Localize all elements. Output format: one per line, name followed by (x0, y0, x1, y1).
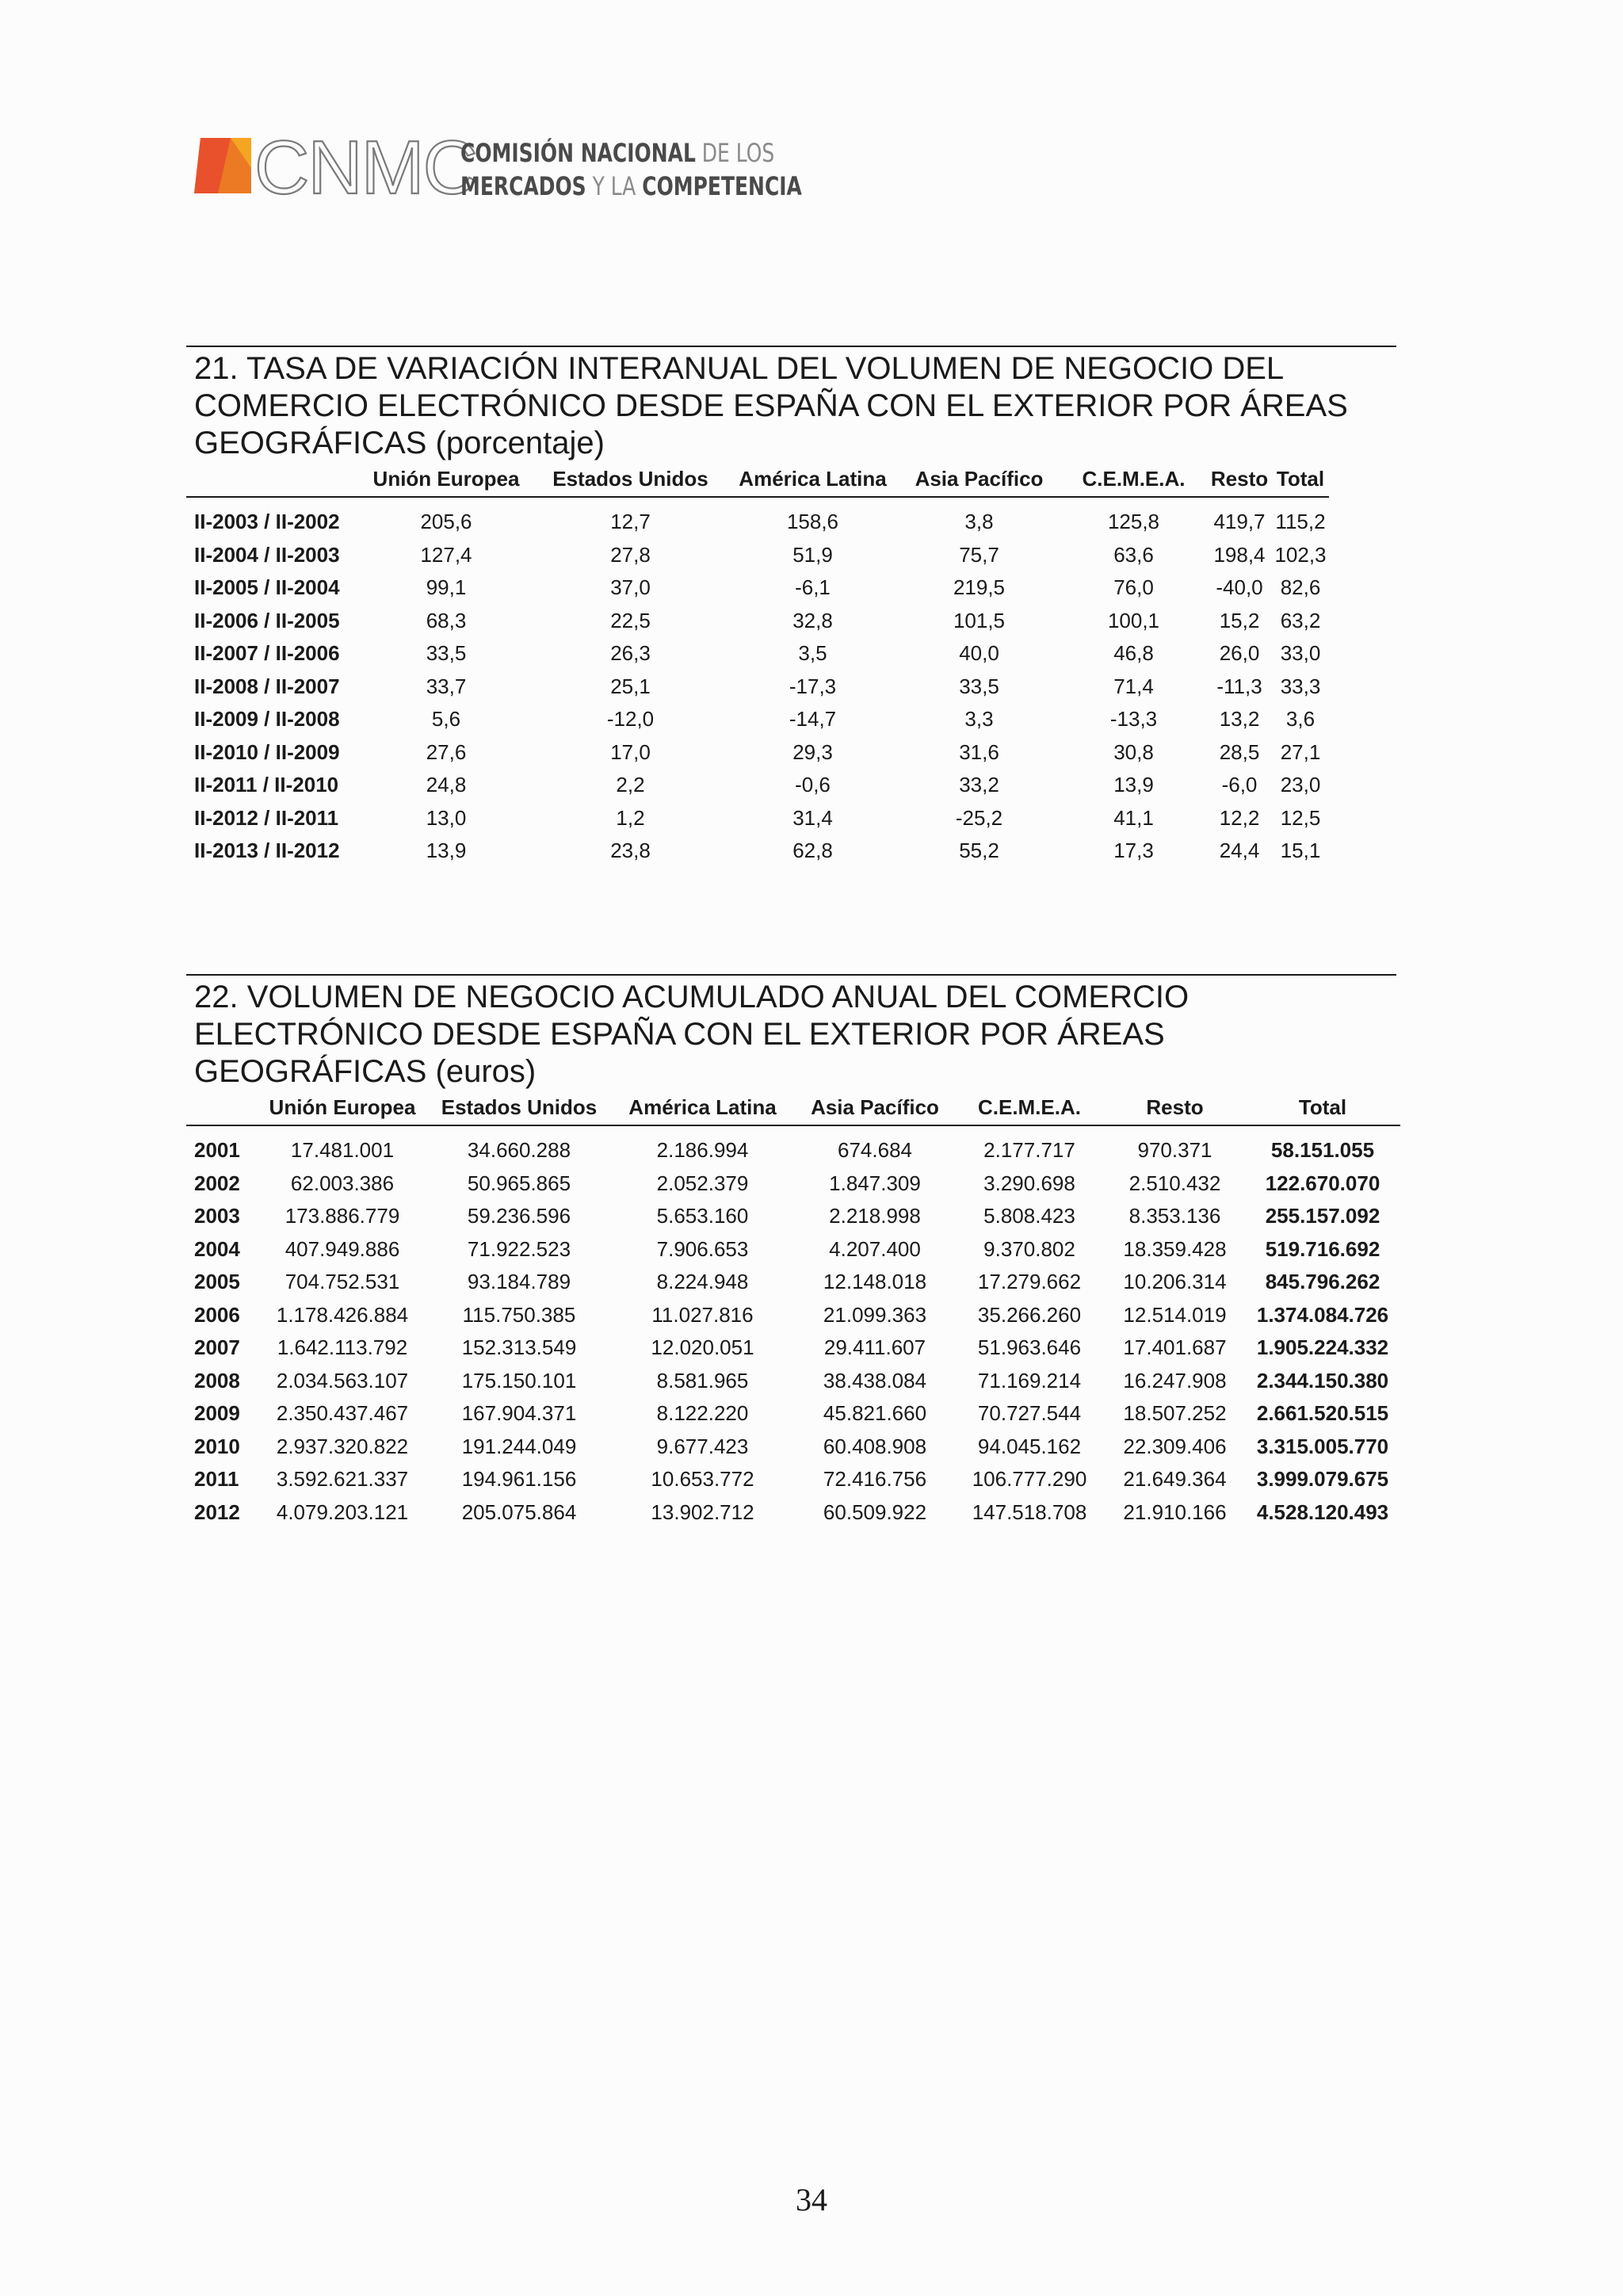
header-cell-empty (186, 1090, 256, 1125)
table-21-title (186, 347, 1396, 462)
table-cell: 5,6 (431, 707, 461, 732)
table-cell: 101,5 (953, 608, 1006, 632)
row-label: 2004 (194, 1236, 240, 1261)
table-cell: 17,0 (610, 739, 651, 764)
column-header: Total (1276, 466, 1325, 491)
table-cell: 2.052.379 (656, 1171, 749, 1195)
row-label: 2006 (194, 1302, 240, 1327)
table-header-row (186, 1090, 1400, 1125)
table-cell: 27,1 (1280, 739, 1321, 764)
column-header: C.E.M.E.A. (977, 1095, 1081, 1119)
table-cell: 122.670.070 (1265, 1171, 1381, 1195)
table-cell: 407.949.886 (285, 1236, 400, 1261)
table-cell: 55,2 (959, 839, 999, 863)
table-row (186, 1125, 1400, 1167)
table-cell: 51,9 (792, 542, 833, 567)
table-cell: 17.481.001 (290, 1138, 395, 1163)
row-label: II-2013 / II-2012 (194, 839, 340, 863)
table-row (186, 571, 1329, 605)
row-label: II-2004 / II-2003 (194, 542, 340, 567)
table-cell: 12.514.019 (1123, 1302, 1227, 1327)
table-cell: 3.592.621.337 (276, 1467, 409, 1492)
row-label: II-2008 / II-2007 (194, 674, 340, 698)
table-cell: 3,5 (798, 641, 827, 666)
table-cell: 28,5 (1219, 739, 1260, 764)
table-row (186, 736, 1329, 770)
table-row (186, 1200, 1400, 1233)
table-cell: 27,6 (426, 739, 467, 764)
table-row (186, 1233, 1400, 1266)
table-cell: 2.510.432 (1128, 1171, 1221, 1195)
row-label: II-2012 / II-2011 (194, 805, 339, 830)
table-cell: 845.796.262 (1265, 1270, 1381, 1294)
table-cell: 24,4 (1219, 839, 1260, 863)
table-cell: -6,0 (1221, 773, 1258, 797)
table-cell: 76,0 (1113, 575, 1154, 600)
table-cell: 152.313.549 (461, 1335, 577, 1360)
table-row (186, 605, 1329, 638)
title-unit: (euros) (435, 1054, 537, 1089)
table-cell: 13,9 (426, 839, 467, 863)
table-cell: 115.750.385 (462, 1302, 576, 1327)
table-cell: 419,7 (1213, 510, 1266, 534)
table-row (186, 802, 1329, 835)
table-cell: 3.999.079.675 (1256, 1467, 1389, 1492)
column-header: Unión Europea (269, 1095, 416, 1119)
table-row (186, 670, 1329, 704)
table-cell: 4.207.400 (829, 1236, 921, 1261)
table-cell: 27,8 (610, 542, 651, 567)
table-cell: 13,9 (1113, 773, 1154, 797)
table-cell: 38.438.084 (823, 1368, 927, 1392)
table-cell: 1.847.309 (829, 1171, 921, 1195)
table-cell: 158,6 (786, 510, 839, 534)
table-cell: 33,5 (426, 641, 467, 666)
table-cell: 29,3 (792, 739, 833, 764)
logo-acronym: CNMC (254, 125, 476, 210)
title-line: GEOGRÁFICAS (194, 426, 427, 460)
logo-line2-light: Y LA (586, 171, 643, 201)
table-cell: 45.821.660 (823, 1401, 927, 1426)
column-header: Asia Pacífico (915, 466, 1044, 491)
table-row (186, 1299, 1400, 1332)
logo-line2-bold2: COMPETENCIA (642, 171, 802, 201)
table-cell: 93.184.789 (467, 1270, 571, 1294)
table-cell: 674.684 (838, 1138, 912, 1163)
table-cell: 50.965.865 (467, 1171, 571, 1195)
table-cell: 33,3 (1280, 674, 1321, 698)
table-cell: 71.922.523 (467, 1236, 571, 1261)
table-cell: 102,3 (1274, 542, 1327, 567)
column-header: América Latina (628, 1095, 777, 1119)
table-21-section (186, 346, 1396, 863)
table-cell: 72.416.756 (823, 1467, 927, 1492)
table-cell: 4.528.120.493 (1256, 1499, 1389, 1524)
logo-fullname (460, 136, 802, 203)
table-cell: 12.148.018 (823, 1270, 927, 1294)
table-cell: 8.122.220 (656, 1401, 749, 1426)
title-unit: (porcentaje) (435, 426, 605, 460)
table-cell: 12,5 (1280, 805, 1321, 830)
table-cell: 219,5 (953, 575, 1006, 600)
table-cell: 1.178.426.884 (276, 1302, 409, 1327)
table-cell: 2.344.150.380 (1256, 1368, 1389, 1392)
table-cell: 205.075.864 (461, 1499, 577, 1524)
table-row (186, 1496, 1400, 1530)
table-cell: 9.677.423 (656, 1434, 749, 1458)
table-cell: 26,3 (610, 641, 651, 666)
table-row (186, 1365, 1400, 1398)
row-label: 2001 (194, 1138, 240, 1163)
row-label: 2007 (194, 1335, 240, 1360)
table-cell: 255.157.092 (1265, 1204, 1381, 1228)
row-label: II-2005 / II-2004 (194, 575, 340, 600)
table-cell: 1.642.113.792 (277, 1335, 408, 1360)
column-header: Asia Pacífico (811, 1095, 939, 1119)
column-header: Unión Europea (372, 466, 520, 491)
table-cell: -14,7 (789, 707, 837, 732)
table-cell: 15,1 (1280, 839, 1321, 863)
table-cell: 22,5 (610, 608, 651, 632)
table-cell: 25,1 (610, 674, 651, 698)
row-label: II-2003 / II-2002 (194, 510, 340, 534)
table-22-section (186, 974, 1396, 1524)
table-cell: 18.359.428 (1123, 1236, 1227, 1261)
column-header: Resto (1146, 1095, 1204, 1119)
table-cell: 3,8 (964, 510, 994, 534)
table-cell: 62.003.386 (290, 1171, 395, 1195)
table-cell: 2.218.998 (829, 1204, 921, 1228)
table-22 (186, 1090, 1400, 1529)
table-cell: 2.034.563.107 (276, 1368, 409, 1392)
table-cell: 12,2 (1219, 805, 1260, 830)
table-cell: 1.374.084.726 (1256, 1302, 1389, 1327)
table-cell: -0,6 (795, 773, 831, 797)
table-cell: 71,4 (1113, 674, 1154, 698)
table-cell: 31,4 (792, 805, 833, 830)
table-row (186, 539, 1329, 572)
table-cell: 70.727.544 (977, 1401, 1082, 1426)
table-cell: 22.309.406 (1123, 1434, 1227, 1458)
table-cell: 21.649.364 (1123, 1467, 1227, 1492)
column-header: Resto (1210, 466, 1269, 491)
table-cell: 2,2 (616, 773, 645, 797)
table-row (186, 1431, 1400, 1464)
table-cell: 3.290.698 (983, 1171, 1075, 1195)
table-cell: 13.902.712 (651, 1499, 754, 1524)
column-header: C.E.M.E.A. (1082, 466, 1186, 491)
table-cell: 13,2 (1219, 707, 1260, 732)
table-cell: 63,2 (1280, 608, 1321, 632)
table-cell: 2.186.994 (656, 1138, 749, 1163)
table-cell: 68,3 (426, 608, 467, 632)
table-cell: 704.752.531 (285, 1270, 400, 1294)
table-cell: 125,8 (1107, 510, 1160, 534)
table-22-title (186, 976, 1396, 1091)
table-cell: 33,0 (1280, 641, 1321, 666)
table-cell: 63,6 (1113, 542, 1154, 567)
row-label: 2005 (194, 1270, 240, 1294)
table-cell: 194.961.156 (461, 1467, 577, 1492)
row-label: II-2011 / II-2010 (194, 773, 339, 797)
row-label: 2008 (194, 1368, 240, 1392)
table-cell: 191.244.049 (461, 1434, 577, 1458)
column-header: Estados Unidos (552, 466, 708, 491)
title-line: 21. TASA DE VARIACIÓN INTERANUAL DEL VOLUMEN DE NEGOCIO DEL (194, 351, 1285, 386)
table-row (186, 835, 1329, 868)
row-label: 2011 (194, 1467, 239, 1492)
table-cell: 59.236.596 (467, 1204, 571, 1228)
table-cell: 46,8 (1113, 641, 1154, 666)
table-cell: 94.045.162 (977, 1434, 1082, 1458)
title-line: 22. VOLUMEN DE NEGOCIO ACUMULADO ANUAL DEL COMERCIO (194, 980, 1190, 1014)
table-cell: 60.509.922 (823, 1499, 927, 1524)
row-label: II-2010 / II-2009 (194, 739, 340, 764)
title-line: GEOGRÁFICAS (194, 1054, 427, 1089)
table-cell: 2.177.717 (983, 1138, 1075, 1163)
table-cell: 3,3 (964, 707, 994, 732)
column-header: América Latina (739, 466, 887, 491)
table-cell: 40,0 (959, 641, 999, 666)
table-cell: 10.653.772 (651, 1467, 754, 1492)
column-header: Estados Unidos (441, 1095, 598, 1119)
table-cell: 106.777.290 (972, 1467, 1087, 1492)
table-row (186, 1266, 1400, 1299)
table-cell: 21.910.166 (1123, 1499, 1227, 1524)
table-cell: -13,3 (1109, 707, 1158, 732)
logo-line1-light: DE LOS (695, 138, 775, 168)
table-cell: 62,8 (792, 839, 833, 863)
table-cell: 13,0 (426, 805, 467, 830)
table-cell: 18.507.252 (1123, 1401, 1227, 1426)
table-cell: 2.350.437.467 (276, 1401, 409, 1426)
table-cell: -40,0 (1216, 575, 1263, 600)
table-cell: 23,0 (1280, 773, 1321, 797)
table-cell: 205,6 (420, 510, 472, 534)
table-cell: 21.099.363 (823, 1302, 927, 1327)
table-cell: 9.370.802 (983, 1236, 1075, 1261)
table-cell: 173.886.779 (285, 1204, 400, 1228)
table-row (186, 769, 1329, 802)
table-cell: 24,8 (426, 773, 467, 797)
table-cell: -6,1 (795, 575, 831, 600)
table-cell: 15,2 (1219, 608, 1260, 632)
table-row (186, 1397, 1400, 1431)
table-cell: 12.020.051 (651, 1335, 754, 1360)
table-cell: 31,6 (959, 739, 999, 764)
table-cell: 99,1 (426, 575, 467, 600)
table-cell: 33,5 (959, 674, 999, 698)
row-label: 2009 (194, 1401, 240, 1426)
table-cell: 519.716.692 (1265, 1236, 1381, 1261)
table-cell: 1.905.224.332 (1256, 1335, 1389, 1360)
table-row (186, 1463, 1400, 1496)
table-cell: 17,3 (1113, 839, 1154, 863)
title-line: ELECTRÓNICO DESDE ESPAÑA CON EL EXTERIOR POR ÁREAS (194, 1017, 1165, 1052)
table-cell: 167.904.371 (461, 1401, 577, 1426)
table-cell: 60.408.908 (823, 1434, 927, 1458)
table-cell: 970.371 (1137, 1138, 1212, 1163)
logo-line2-bold: MERCADOS (460, 171, 586, 201)
table-row (186, 703, 1329, 736)
table-row (186, 637, 1329, 670)
table-row (186, 1167, 1400, 1201)
table-header-row (186, 461, 1329, 497)
table-cell: 11.027.816 (651, 1302, 754, 1327)
table-cell: -17,3 (789, 674, 837, 698)
table-cell: 1,2 (616, 805, 645, 830)
table-cell: 17.279.662 (977, 1270, 1082, 1294)
table-cell: 29.411.607 (823, 1335, 926, 1360)
table-cell: 12,7 (610, 510, 651, 534)
table-cell: 8.224.948 (656, 1270, 749, 1294)
table-cell: 8.581.965 (656, 1368, 749, 1392)
table-cell: 33,7 (426, 674, 467, 698)
table-cell: 10.206.314 (1123, 1270, 1227, 1294)
row-label: II-2006 / II-2005 (194, 608, 340, 632)
table-cell: 26,0 (1219, 641, 1260, 666)
title-line: COMERCIO ELECTRÓNICO DESDE ESPAÑA CON EL EXTERIOR POR ÁREAS (194, 388, 1348, 423)
table-cell: 115,2 (1275, 510, 1326, 534)
table-cell: 82,6 (1280, 575, 1321, 600)
table-cell: 37,0 (610, 575, 651, 600)
table-cell: 16.247.908 (1123, 1368, 1227, 1392)
table-cell: 3,6 (1285, 707, 1316, 732)
table-cell: 4.079.203.121 (276, 1499, 409, 1524)
cnmc-logo-mark-icon (194, 136, 251, 193)
table-cell: 198,4 (1213, 542, 1266, 567)
table-cell: 41,1 (1113, 805, 1154, 830)
table-cell: 23,8 (610, 839, 651, 863)
row-label: II-2007 / II-2006 (194, 641, 340, 666)
row-label: II-2009 / II-2008 (194, 707, 340, 732)
table-cell: 34.660.288 (467, 1138, 571, 1163)
page-number: 34 (796, 2182, 827, 2218)
row-label: 2010 (194, 1434, 240, 1458)
table-cell: 30,8 (1113, 739, 1154, 764)
column-header: Total (1298, 1095, 1347, 1119)
table-cell: 147.518.708 (972, 1499, 1087, 1524)
table-cell: 17.401.687 (1123, 1335, 1227, 1360)
table-cell: 2.661.520.515 (1256, 1401, 1389, 1426)
table-cell: 3.315.005.770 (1256, 1434, 1389, 1458)
table-cell: 71.169.214 (977, 1368, 1082, 1392)
table-cell: -12,0 (606, 707, 655, 732)
table-cell: 5.653.160 (656, 1204, 749, 1228)
table-cell: 35.266.260 (977, 1302, 1082, 1327)
table-cell: -11,3 (1216, 674, 1262, 698)
table-cell: 33,2 (959, 773, 999, 797)
table-cell: 58.151.055 (1270, 1138, 1375, 1163)
table-cell: -25,2 (955, 805, 1003, 830)
row-label: 2003 (194, 1204, 240, 1228)
table-cell: 32,8 (792, 608, 833, 632)
table-cell: 127,4 (420, 542, 472, 567)
table-21 (186, 461, 1329, 868)
table-row (186, 497, 1329, 539)
table-cell: 7.906.653 (656, 1236, 749, 1261)
table-cell: 5.808.423 (983, 1204, 1075, 1228)
table-cell: 8.353.136 (1128, 1204, 1221, 1228)
table-cell: 75,7 (959, 542, 999, 567)
table-cell: 175.150.101 (461, 1368, 577, 1392)
logo-line1-bold: COMISIÓN NACIONAL (460, 138, 696, 168)
table-cell: 2.937.320.822 (276, 1434, 409, 1458)
row-label: 2012 (194, 1499, 240, 1524)
table-cell: 100,1 (1107, 608, 1160, 632)
table-row (186, 1331, 1400, 1365)
row-label: 2002 (194, 1171, 240, 1195)
table-cell: 51.963.646 (977, 1335, 1082, 1360)
header-cell-empty (186, 461, 359, 497)
